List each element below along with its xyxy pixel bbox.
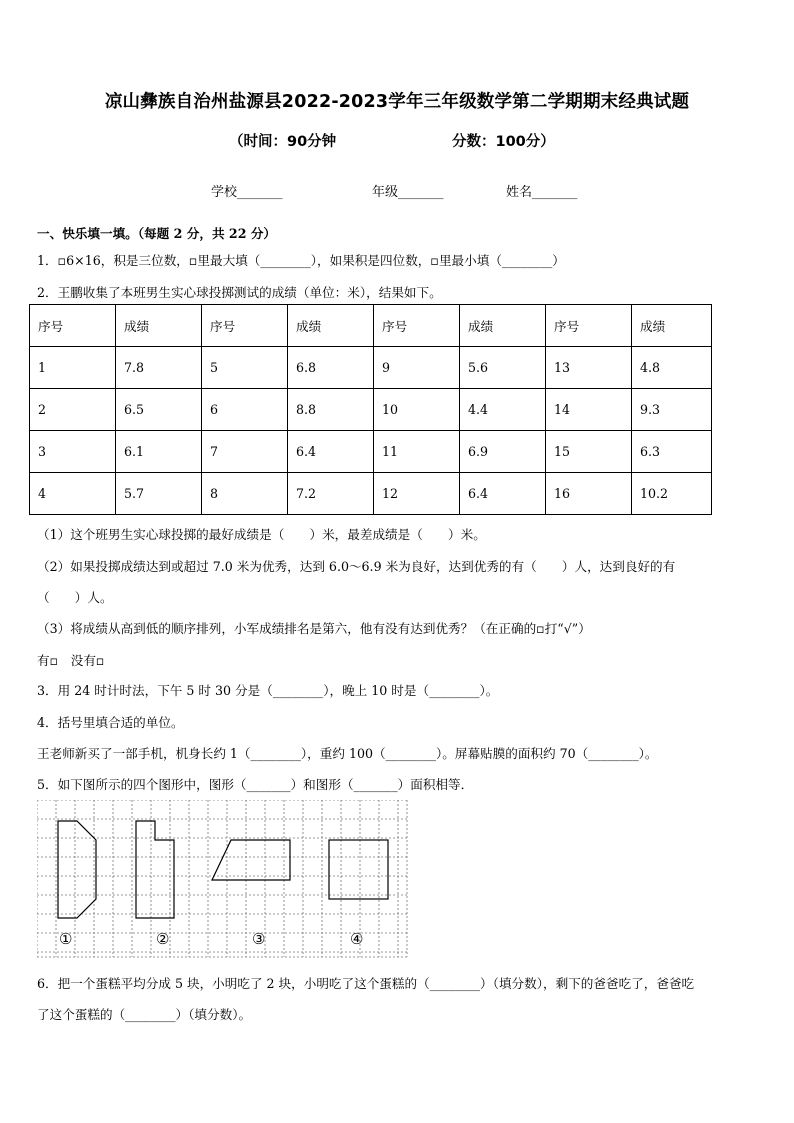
- table-cell: 6.1: [116, 431, 202, 473]
- exam-time: （时间：90分钟: [229, 134, 337, 150]
- table-cell: 6.9: [460, 431, 546, 473]
- table-cell: 5: [202, 347, 288, 389]
- table-row: [30, 347, 712, 389]
- question-2-options: 有▫ 没有▫: [37, 653, 105, 668]
- shape-2: [136, 821, 174, 918]
- table-header-cell: 序号: [374, 305, 460, 347]
- shape-grid-figure: [37, 800, 409, 959]
- table-cell: 16: [546, 473, 632, 515]
- table-cell: 1: [30, 347, 116, 389]
- table-row: [30, 431, 712, 473]
- question-2: 2．王鹏收集了本班男生实心球投掷测试的成绩（单位：米），结果如下。: [37, 285, 442, 300]
- table-cell: 4: [30, 473, 116, 515]
- table-cell: 5.7: [116, 473, 202, 515]
- table-cell: 8: [202, 473, 288, 515]
- table-cell: 14: [546, 389, 632, 431]
- question-2-part-2-cont: （ ）人。: [37, 590, 113, 605]
- question-2-part-1: （1）这个班男生实心球投掷的最好成绩是（ ）米，最差成绩是（ ）米。: [37, 527, 486, 542]
- school-field: 学校_______: [211, 185, 283, 200]
- section-heading: 一、快乐填一填。（每题 2 分，共 22 分）: [37, 226, 277, 241]
- table-cell: 6: [202, 389, 288, 431]
- question-4-text: 王老师新买了一部手机，机身长约 1（________），重约 100（________）。屏幕贴膜的面积约 70（________）。: [37, 746, 658, 761]
- table-header-cell: 成绩: [288, 305, 374, 347]
- question-3: 3．用 24 时计时法，下午 5 时 30 分是（________），晚上 10 时是（________）。: [37, 683, 499, 698]
- grade-field: 年级_______: [372, 185, 444, 200]
- table-header-cell: 成绩: [116, 305, 202, 347]
- question-1: 1．▫6×16，积是三位数，▫里最大填（________），如果积是四位数，▫里最小填（________）: [37, 253, 565, 268]
- table-cell: 4.8: [632, 347, 712, 389]
- table-header-row: [30, 305, 712, 347]
- table-header-cell: 序号: [546, 305, 632, 347]
- page-title: 凉山彝族自治州盐源县2022-2023学年三年级数学第二学期期末经典试题: [104, 92, 690, 112]
- score-table: [29, 304, 712, 515]
- table-cell: 6.5: [116, 389, 202, 431]
- table-cell: 2: [30, 389, 116, 431]
- table-row: [30, 473, 712, 515]
- table-cell: 4.4: [460, 389, 546, 431]
- table-cell: 7.8: [116, 347, 202, 389]
- table-header-cell: 序号: [202, 305, 288, 347]
- table-header-cell: 序号: [30, 305, 116, 347]
- table-cell: 9.3: [632, 389, 712, 431]
- shape-3: [212, 840, 290, 880]
- table-cell: 7.2: [288, 473, 374, 515]
- table-row: [30, 389, 712, 431]
- shape-3-label: ③: [252, 930, 266, 948]
- table-cell: 10.2: [632, 473, 712, 515]
- shape-1-label: ①: [59, 930, 73, 948]
- question-4: 4．括号里填合适的单位。: [37, 715, 184, 730]
- table-cell: 6.4: [288, 431, 374, 473]
- table-header-cell: 成绩: [632, 305, 712, 347]
- table-cell: 12: [374, 473, 460, 515]
- table-cell: 5.6: [460, 347, 546, 389]
- question-6-cont: 了这个蛋糕的（________）（填分数）。: [37, 1007, 252, 1022]
- table-cell: 10: [374, 389, 460, 431]
- table-cell: 15: [546, 431, 632, 473]
- exam-score: 分数：100分）: [452, 134, 555, 150]
- table-cell: 7: [202, 431, 288, 473]
- question-5: 5．如下图所示的四个图形中，图形（_______）和图形（_______）面积相等．: [37, 777, 474, 792]
- table-cell: 11: [374, 431, 460, 473]
- table-cell: 6.3: [632, 431, 712, 473]
- name-field: 姓名_______: [506, 185, 578, 200]
- table-cell: 13: [546, 347, 632, 389]
- table-cell: 6.8: [288, 347, 374, 389]
- shape-1: [58, 821, 96, 918]
- table-cell: 9: [374, 347, 460, 389]
- shape-4-label: ④: [350, 930, 364, 948]
- table-cell: 6.4: [460, 473, 546, 515]
- table-cell: 8.8: [288, 389, 374, 431]
- question-2-part-2: （2）如果投掷成绩达到或超过 7.0 米为优秀，达到 6.0～6.9 米为良好，达到优秀的有（ ）人，达到良好的有: [37, 559, 676, 574]
- shape-2-label: ②: [156, 930, 170, 948]
- question-6: 6．把一个蛋糕平均分成 5 块，小明吃了 2 块，小明吃了这个蛋糕的（________）（填分数），剩下的爸爸吃了，爸爸吃: [37, 976, 695, 991]
- table-cell: 3: [30, 431, 116, 473]
- table-header-cell: 成绩: [460, 305, 546, 347]
- question-2-part-3: （3）将成绩从高到低的顺序排列，小军成绩排名是第六，他有没有达到优秀？（在正确的▫打“√”）: [37, 621, 591, 636]
